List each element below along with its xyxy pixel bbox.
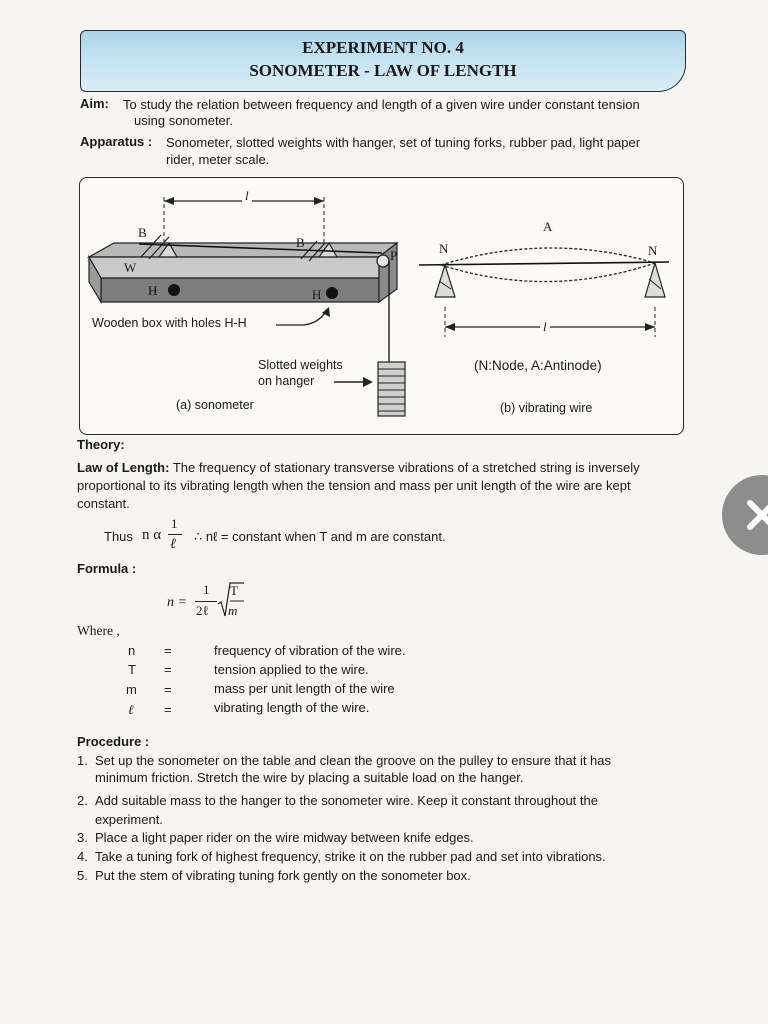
step-number: 3. <box>77 830 88 845</box>
where-label: Where , <box>77 623 120 638</box>
box-note: Wooden box with holes H-H <box>92 316 247 330</box>
hole-2 <box>326 287 338 299</box>
where-equals: = <box>164 682 172 697</box>
knife-edge-left <box>435 265 455 297</box>
step-4-line-1: Take a tuning fork of highest frequency, strike it on the rubber pad and set into vibrations. <box>95 849 606 864</box>
node-label-left: N <box>439 241 449 256</box>
bridge-label-2: B <box>296 235 305 250</box>
formula-lhs: n = <box>167 595 187 610</box>
box-arrow <box>276 311 326 325</box>
weights-label-line-1: Slotted weights <box>258 358 343 372</box>
experiment-title: EXPERIMENT NO. 4 <box>302 38 464 57</box>
title-banner <box>80 30 686 92</box>
fraction-bar <box>168 534 182 535</box>
box-top-face <box>89 243 397 257</box>
wood-label: W <box>124 260 137 275</box>
where-desc-t: tension applied to the wire. <box>214 662 369 677</box>
thus-word: Thus <box>104 529 133 544</box>
where-equals: = <box>164 662 172 677</box>
node-legend: (N:Node, A:Antinode) <box>474 358 602 373</box>
sqrt-denominator: m <box>228 603 238 618</box>
next-page-button[interactable] <box>722 475 768 555</box>
where-desc-n: frequency of vibration of the wire. <box>214 643 406 658</box>
length-arrow-left <box>164 197 174 205</box>
aim-line-2: using sonometer. <box>134 113 234 128</box>
formula-bar <box>195 601 217 602</box>
close-icon <box>722 475 768 555</box>
box-front-face <box>101 278 379 302</box>
step-2-line-1: Add suitable mass to the hanger to the sonometer wire. Keep it constant throughout the <box>95 793 598 808</box>
where-equals: = <box>164 702 172 717</box>
where-desc-m: mass per unit length of the wire <box>214 681 395 696</box>
step-3-line-1: Place a light paper rider on the wire midway between knife edges. <box>95 830 474 845</box>
length-label-b: l <box>540 319 550 335</box>
hole-label-2: H <box>312 287 322 302</box>
step-5-line-1: Put the stem of vibrating tuning fork gently on the sonometer box. <box>95 868 471 883</box>
step-1-line-2: minimum friction. Stretch the wire by placing a suitable load on the hanger. <box>95 770 524 785</box>
sonometer-drawing <box>89 197 405 416</box>
node-label-right: N <box>648 243 658 258</box>
step-2-line-2: experiment. <box>95 812 163 827</box>
law-line-2: proportional to its vibrating length when the tension and mass per unit length of the wire are kept <box>77 478 631 493</box>
constant-statement: ∴ nℓ = constant when T and m are constant. <box>194 529 446 544</box>
hole-1 <box>168 284 180 296</box>
apparatus-line-2: rider, meter scale. <box>166 152 270 167</box>
where-symbol-l: ℓ <box>128 702 134 717</box>
pulley <box>377 255 389 267</box>
theory-label: Theory: <box>77 437 125 452</box>
apparatus-line-1: Sonometer, slotted weights with hanger, set of tuning forks, rubber pad, light paper <box>166 135 641 150</box>
formula-numerator: 1 <box>203 582 210 597</box>
bridge-label-1: B <box>138 225 147 240</box>
step-1-line-1: Set up the sonometer on the table and clean the groove on the pulley to ensure that it has <box>95 753 612 768</box>
law-line-1 <box>77 459 697 476</box>
caption-b: (b) vibrating wire <box>500 401 593 415</box>
antinode-label: A <box>543 219 553 234</box>
aim-label: Aim: <box>80 96 109 111</box>
step-number: 2. <box>77 793 88 808</box>
where-equals: = <box>164 643 172 658</box>
string-line <box>419 262 669 265</box>
sqrt-numerator: T <box>230 583 238 598</box>
where-symbol-t: T <box>128 662 136 677</box>
fraction-denominator: ℓ <box>170 537 176 552</box>
hole-label-1: H <box>148 283 158 298</box>
fraction-numerator: 1 <box>171 516 178 531</box>
proportional-expr: n α <box>142 527 162 543</box>
length-arrow-right <box>314 197 324 205</box>
step-number: 1. <box>77 753 88 768</box>
aim-line-1: To study the relation between frequency and length of a given wire under constant tension <box>123 97 640 112</box>
length-label-a: l <box>242 188 252 204</box>
law-text-1: The frequency of stationary transverse vibrations of a stretched string is inversely <box>169 460 640 475</box>
caption-a: (a) sonometer <box>176 398 254 412</box>
where-desc-l: vibrating length of the wire. <box>214 700 370 715</box>
law-label: Law of Length: <box>77 460 170 475</box>
where-symbol-m: m <box>126 682 137 697</box>
figure-diagram <box>79 177 684 435</box>
formula-denominator: 2ℓ <box>196 603 209 618</box>
step-number: 4. <box>77 849 88 864</box>
step-number: 5. <box>77 868 88 883</box>
where-symbol-n: n <box>128 643 136 658</box>
loop-lower <box>441 263 655 282</box>
procedure-label: Procedure : <box>77 734 150 749</box>
knife-edge-right <box>645 263 665 297</box>
weights-hanger <box>378 362 405 416</box>
law-line-3: constant. <box>77 496 130 511</box>
formula-label: Formula : <box>77 561 137 576</box>
apparatus-label: Apparatus : <box>80 134 153 149</box>
pulley-label: P <box>390 248 398 263</box>
weights-label-line-2: on hanger <box>258 374 315 388</box>
experiment-subtitle: SONOMETER - LAW OF LENGTH <box>249 61 517 80</box>
